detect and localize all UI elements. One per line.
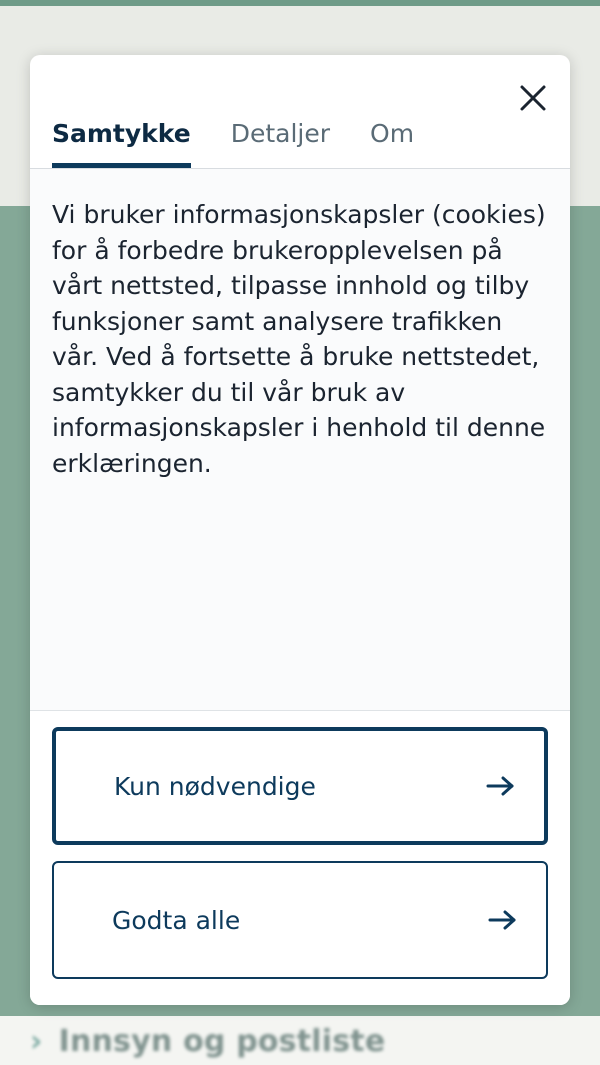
close-icon[interactable] (512, 77, 554, 119)
background-link-label: Innsyn og postliste (58, 1024, 386, 1059)
dialog-header (30, 55, 570, 169)
arrow-right-icon (486, 903, 520, 937)
chevron-right-icon: › (30, 1024, 43, 1059)
accept-all-button[interactable] (52, 861, 548, 979)
tab-om[interactable]: Om (370, 119, 414, 168)
dialog-actions (30, 711, 570, 1005)
consent-description: Vi bruker informasjonskapsler (cookies) for å forbedre brukeropplevelsen på vårt nettsted, tilpasse innhold og tilby funksjoner samt analysere trafikken vår. Ved å fortsette å bruke nettstedet, samtykker du til vår bruk av informasjonskapsler i henhold til denne erklæringen. (52, 200, 546, 478)
dialog-tabs (30, 119, 570, 169)
accept-all-label: Godta alle (112, 905, 241, 935)
tab-samtykke[interactable]: Samtykke (52, 119, 191, 168)
tab-detaljer[interactable]: Detaljer (231, 119, 330, 168)
arrow-right-icon (484, 769, 518, 803)
dialog-body (30, 169, 570, 711)
cookie-consent-dialog (30, 55, 570, 1005)
accept-necessary-button[interactable] (52, 727, 548, 845)
page-top-strip (0, 0, 600, 6)
accept-necessary-label: Kun nødvendige (114, 771, 316, 801)
background-link-innsyn-og-postliste[interactable] (30, 1024, 385, 1059)
